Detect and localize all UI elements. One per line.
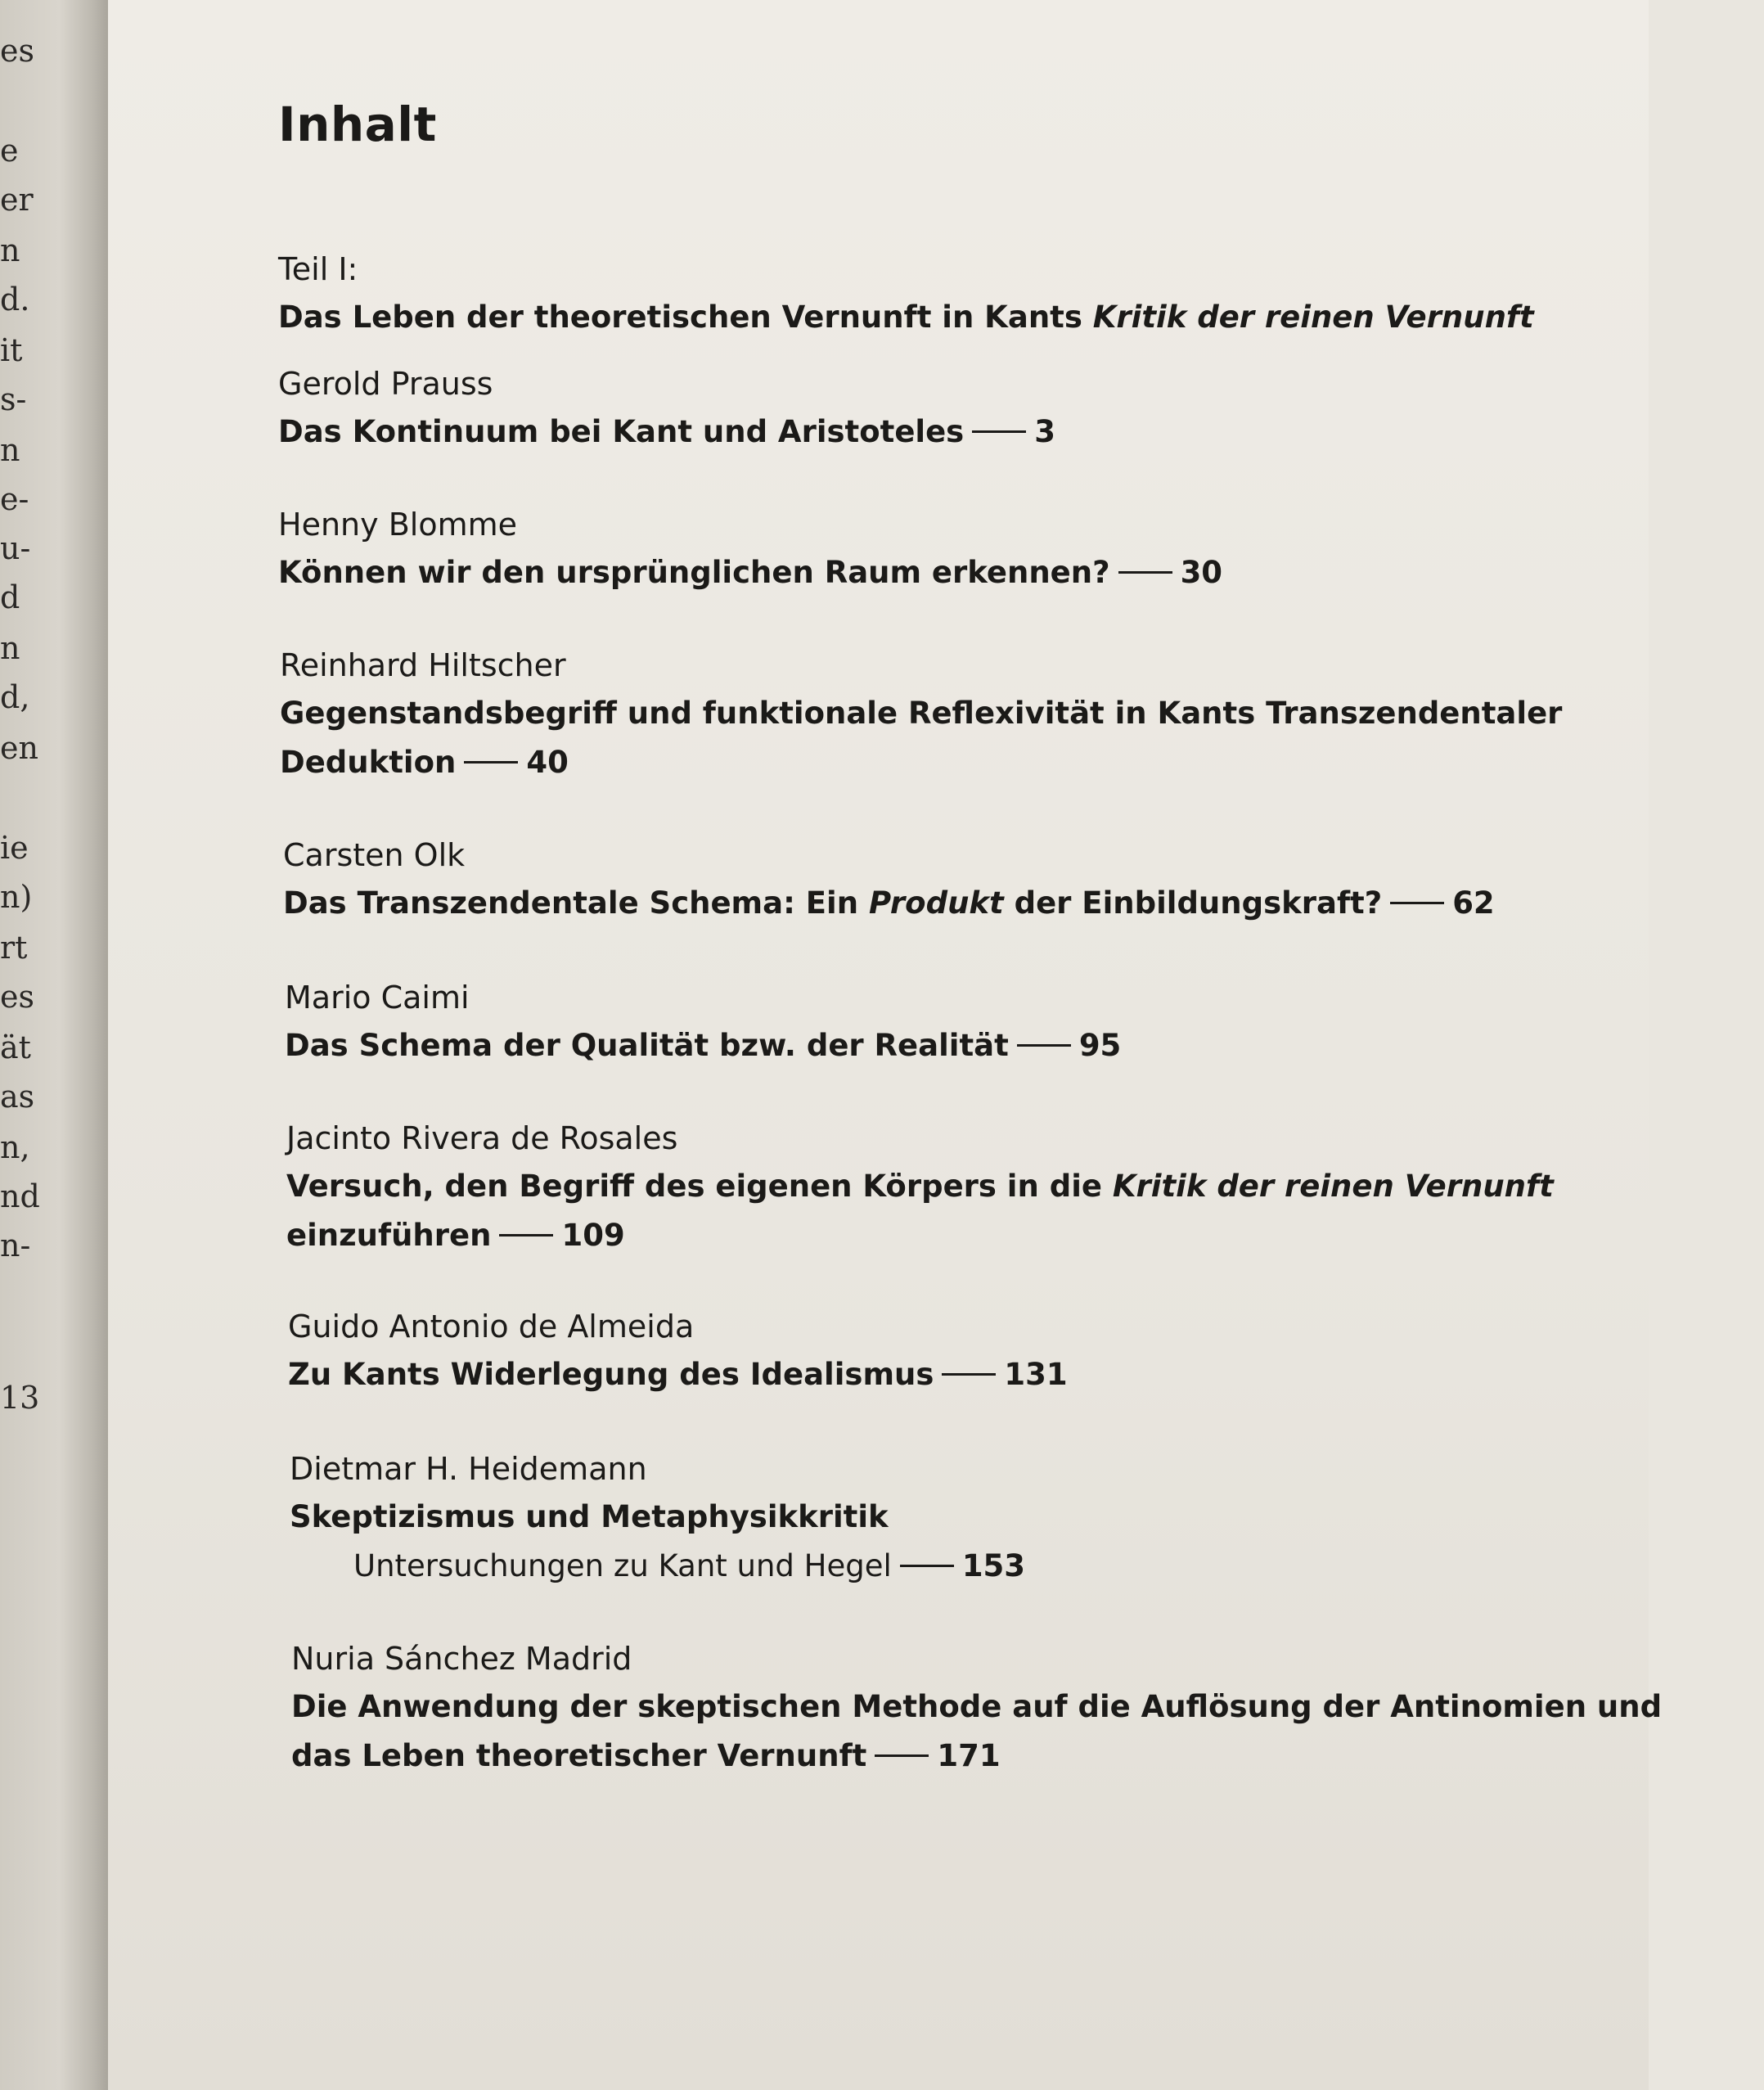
entry-title xyxy=(278,408,1751,457)
entry-title xyxy=(278,548,1751,597)
entry-title xyxy=(285,1021,1757,1070)
entry-title-text: Das Schema der Qualität bzw. der Realität xyxy=(285,1028,1009,1063)
dash-separator xyxy=(972,430,1026,433)
entry-title-line1 xyxy=(286,1162,1759,1211)
fragment-text: n xyxy=(0,630,20,666)
dash-separator xyxy=(499,1234,553,1236)
dash-separator xyxy=(942,1373,996,1376)
fragment-text: es xyxy=(0,33,34,69)
entry-title-text: einzuführen xyxy=(286,1218,492,1253)
entry-title xyxy=(286,1211,1759,1260)
fragment-text: d xyxy=(0,579,20,615)
entry-author: Dietmar H. Heidemann xyxy=(290,1451,647,1487)
entry-author: Henny Blomme xyxy=(278,507,517,543)
fragment-text: it xyxy=(0,332,23,368)
fragment-text: u- xyxy=(0,530,31,566)
dash-separator xyxy=(900,1565,954,1567)
part-title xyxy=(278,293,1751,342)
page-number: 131 xyxy=(1004,1357,1068,1392)
fragment-text: e- xyxy=(0,481,29,517)
part-title-text: Das Leben der theoretischen Vernunft in Kants xyxy=(278,300,1093,335)
toc-entry[interactable] xyxy=(291,1635,1764,1781)
toc-entry[interactable] xyxy=(278,501,1751,597)
entry-title xyxy=(283,879,1756,928)
part-label: Teil I: xyxy=(278,251,358,287)
page-number: 30 xyxy=(1180,555,1223,590)
fragment-text: n xyxy=(0,232,20,268)
entry-title-text: Das Transzendentale Schema: Ein xyxy=(283,885,869,921)
part-title-italic: Kritik der reinen Vernunft xyxy=(1092,300,1534,335)
fragment-text: s- xyxy=(0,381,27,417)
fragment-text: ie xyxy=(0,830,29,866)
entry-title-text: Zu Kants Widerlegung des Idealismus xyxy=(288,1357,934,1392)
entry-title-text: Das Kontinuum bei Kant und Aristoteles xyxy=(278,414,965,449)
page-number: 40 xyxy=(526,745,569,780)
fragment-text: es xyxy=(0,979,34,1015)
dash-separator xyxy=(1390,902,1444,904)
dash-separator xyxy=(875,1754,929,1757)
entry-title-text: der Einbildungskraft? xyxy=(1003,885,1383,921)
entry-subtitle xyxy=(290,1542,1762,1591)
entry-title-italic: Kritik der reinen Vernunft xyxy=(1112,1169,1554,1204)
entry-title-italic: Produkt xyxy=(868,885,1004,921)
entry-author: Gerold Prauss xyxy=(278,366,493,402)
fragment-text: er xyxy=(0,182,34,218)
toc-entry[interactable] xyxy=(286,1115,1759,1260)
toc-entry[interactable] xyxy=(280,642,1753,787)
fragment-text: nd xyxy=(0,1178,40,1214)
entry-title xyxy=(288,1350,1761,1399)
entry-title xyxy=(280,738,1753,787)
fragment-text: rt xyxy=(0,930,28,966)
entry-title-text: Deduktion xyxy=(280,745,457,780)
fragment-text: 13 xyxy=(0,1380,40,1416)
toc-title: Inhalt xyxy=(278,97,437,152)
entry-title-line1: Die Anwendung der skeptischen Methode auf die Auflösung der Antinomien und xyxy=(291,1689,1663,1724)
fragment-text: n xyxy=(0,432,20,468)
page-number: 153 xyxy=(961,1548,1026,1583)
page-number: 3 xyxy=(1034,414,1055,449)
fragment-text: en xyxy=(0,730,38,766)
entry-title-text: Können wir den ursprünglichen Raum erkennen? xyxy=(278,555,1110,590)
entry-title-line1: Gegenstandsbegriff und funktionale Reflexivität in Kants Transzendentaler xyxy=(280,696,1563,731)
fragment-text: d. xyxy=(0,282,30,318)
toc-entry[interactable] xyxy=(283,831,1756,928)
fragment-text: as xyxy=(0,1079,35,1115)
entry-title: Skeptizismus und Metaphysikkritik xyxy=(290,1499,889,1534)
page-number: 109 xyxy=(561,1218,625,1253)
entry-author: Nuria Sánchez Madrid xyxy=(291,1641,632,1677)
fragment-text: d, xyxy=(0,679,30,715)
toc-entry[interactable] xyxy=(278,360,1751,457)
fragment-text: n) xyxy=(0,879,33,915)
fragment-text: n- xyxy=(0,1227,31,1263)
toc-entry[interactable] xyxy=(285,974,1757,1070)
page-number: 171 xyxy=(937,1738,1001,1773)
page-number: 95 xyxy=(1078,1028,1122,1063)
part-heading xyxy=(278,245,1751,342)
entry-title-text: das Leben theoretischer Vernunft xyxy=(291,1738,867,1773)
entry-author: Jacinto Rivera de Rosales xyxy=(286,1120,678,1156)
fragment-text: ät xyxy=(0,1029,31,1065)
dash-separator xyxy=(464,761,518,763)
dash-separator xyxy=(1118,571,1172,574)
fragment-text: e xyxy=(0,133,19,169)
entry-subtitle-text: Untersuchungen zu Kant und Hegel xyxy=(353,1548,892,1583)
entry-author: Reinhard Hiltscher xyxy=(280,647,566,683)
toc-entry[interactable] xyxy=(288,1303,1761,1399)
entry-title xyxy=(291,1732,1764,1781)
entry-author: Mario Caimi xyxy=(285,980,470,1016)
entry-author: Guido Antonio de Almeida xyxy=(288,1309,695,1345)
dash-separator xyxy=(1017,1044,1071,1047)
entry-author: Carsten Olk xyxy=(283,837,466,873)
toc-entry[interactable] xyxy=(290,1445,1762,1591)
fragment-text: n, xyxy=(0,1129,30,1165)
page-number: 62 xyxy=(1452,885,1495,921)
entry-title-text: Versuch, den Begriff des eigenen Körpers in die xyxy=(286,1169,1113,1204)
